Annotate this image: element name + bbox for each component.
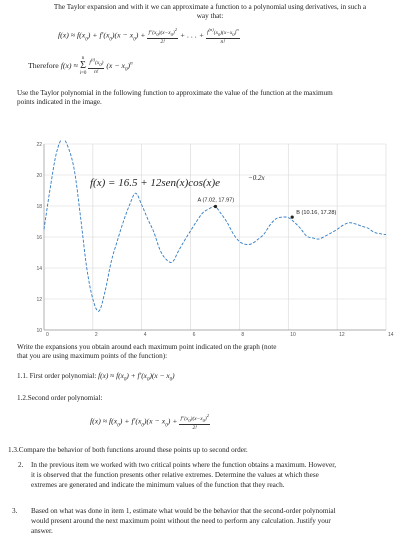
x-tick-label: 8 xyxy=(241,332,245,338)
y-tick-label: 14 xyxy=(36,266,42,272)
item-3-number: 3. xyxy=(12,507,18,515)
item-2-number: 2. xyxy=(18,461,24,469)
after-chart-line-2: that you are using maximum points of the function): xyxy=(17,352,168,360)
item-1-3: 1.3.Compare the behavior of both functions around these points up to second order. xyxy=(8,446,248,454)
second-order-formula: $f(x) \approx f(x_0) + f'(x_0)(x - x_0)$ + $\frac{f''(x_0)(x-x_0)^2}{2!}$ xyxy=(90,413,209,431)
item-3-line-2: would present around the next maximum point without the need to perform any calculation. Justify your xyxy=(31,517,331,525)
item-2-line-2: it is observed that the function presents other relative extremes. Determine the values at which these xyxy=(31,471,319,479)
x-tick-label: 10 xyxy=(290,332,296,338)
second-order-fraction: $\frac{f''(x_0)(x-x_0)^2}{2!}$ xyxy=(180,413,209,431)
instruction-line-2: points indicated in the image. xyxy=(17,98,102,106)
x-tick-label: 0 xyxy=(46,332,49,338)
function-plot xyxy=(26,140,394,340)
item-1-2-label: 1.2.Second order polynomial: xyxy=(17,394,103,402)
maximum-point-label-a: A (7.02, 17.97) xyxy=(197,197,235,204)
summation-fraction: $\frac{f^{(i)}(x_0)}{n!}$ xyxy=(89,57,104,75)
y-tick-label: 12 xyxy=(36,297,42,303)
x-tick-label: 2 xyxy=(94,332,98,338)
therefore-label: Therefore xyxy=(28,60,59,70)
item-1-1-label: 1.1. First order polynomial: xyxy=(17,372,97,380)
x-tick-label: 4 xyxy=(143,332,147,338)
sigma-icon: n Σ i=0 xyxy=(79,56,87,76)
plot-background xyxy=(26,140,394,340)
therefore-formula: Therefore f(x) ≈ n Σ i=0 $\frac{f^{(i)}(x_0)}{n!}$ $(x - x_0)^n$ xyxy=(28,56,133,76)
y-tick-label: 18 xyxy=(36,204,42,210)
second-term-fraction: $\frac{f''(x_0)(x-x_0)^2}{2!}$ xyxy=(148,27,177,45)
y-tick-label: 16 xyxy=(36,235,42,241)
maximum-point-a xyxy=(214,205,217,208)
intro-line-1: The Taylor expansion and with it we can approximate a function to a polynomial using derivatives, in such a xyxy=(53,3,367,11)
y-tick-label: 22 xyxy=(36,142,42,148)
plot-function-exponent: −0.2x xyxy=(248,174,265,182)
x-tick-label: 12 xyxy=(339,332,345,338)
x-tick-label: 14 xyxy=(388,332,394,338)
maximum-point-b xyxy=(291,216,294,219)
item-2-line-3: extremes are generated and indicate the minimum values of the function that they reach. xyxy=(31,481,285,489)
function-plot-svg xyxy=(26,140,394,340)
item-3-line-1: Based on what was done in item 1, estimate what would be the behavior that the second-order polynomial xyxy=(31,507,336,515)
taylor-expansion-formula: $f(x) \approx f(x_0) + f'(x_0)(x - x_0)$ + $\frac{f''(x_0)(x-x_0)^2}{2!}$ + . . . + $\frac{f^{(n)}(x_0)(x-x_0)^n}{n!}$ xyxy=(58,27,239,45)
y-tick-label: 20 xyxy=(36,173,42,179)
instruction-line-1: Use the Taylor polynomial in the following function to approximate the value of the function at the maximum xyxy=(17,89,333,97)
nth-term-fraction: $\frac{f^{(n)}(x_0)(x-x_0)^n}{n!}$ xyxy=(207,27,239,45)
intro-line-2: way that: xyxy=(196,12,224,20)
x-tick-label: 6 xyxy=(192,332,196,338)
first-order-formula: $f(x) \approx f(x_0) + f'(x_0)(x - x_0)$ xyxy=(98,371,175,383)
plot-function-text: f(x) = 16.5 + 12sen(x)cos(x)e xyxy=(90,177,220,189)
item-1-1 xyxy=(17,371,175,384)
item-3-line-3: answer. xyxy=(31,527,53,535)
after-chart-line-1: Write the expansions you obtain around each maximum point indicated on the graph (note xyxy=(17,343,277,351)
maximum-point-label-b: B (10.16, 17.28) xyxy=(296,210,337,217)
y-tick-label: 10 xyxy=(36,328,42,334)
item-2-line-1: In the previous item we worked with two critical points where the function obtains a maximum. However, xyxy=(31,461,337,469)
